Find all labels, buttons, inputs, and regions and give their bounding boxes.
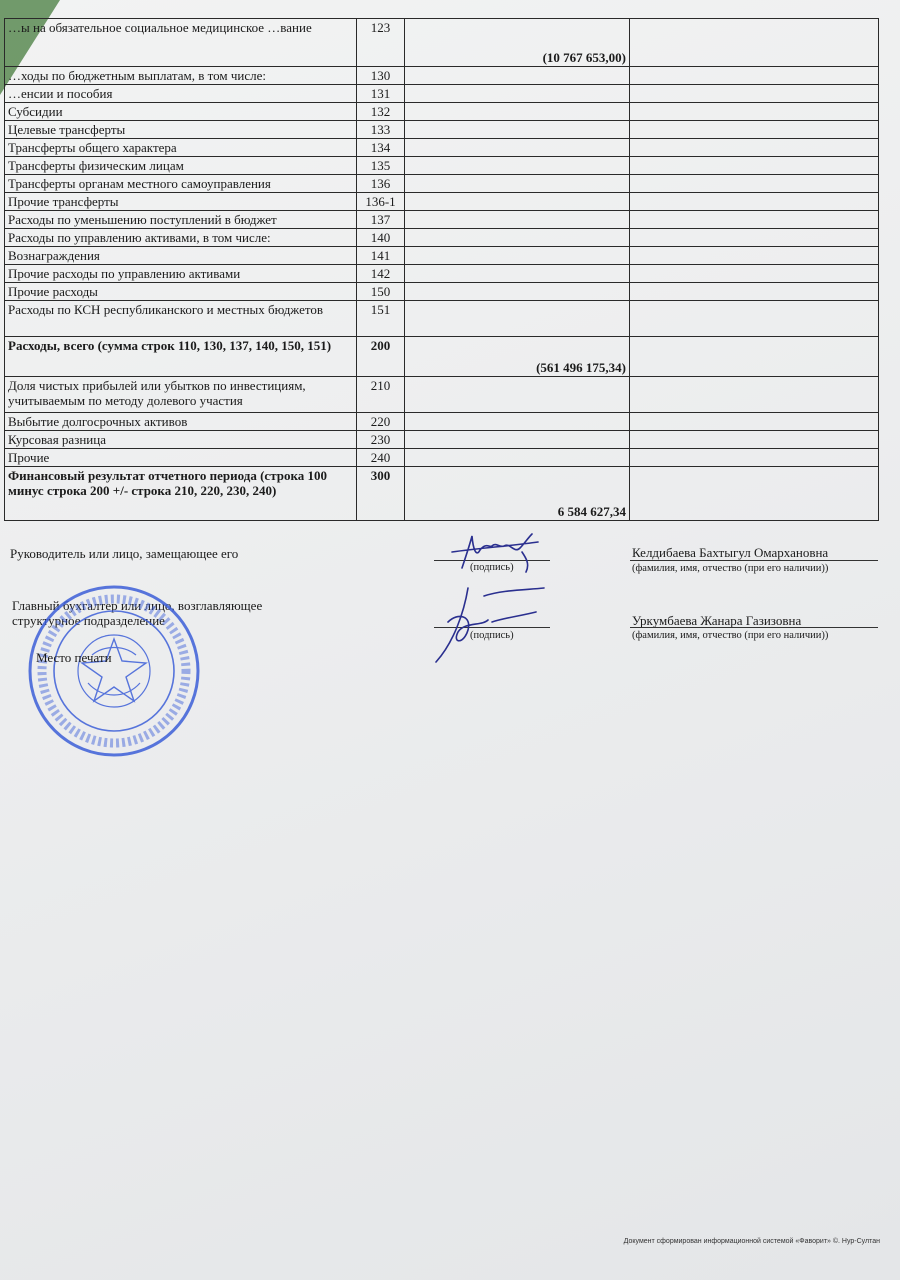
row-value-current (405, 449, 630, 467)
table-row (5, 377, 879, 413)
row-code: 210 (357, 377, 405, 413)
row-value-previous (630, 103, 879, 121)
stamp-place-label: Место печати (36, 650, 112, 665)
row-code: 150 (357, 283, 405, 301)
table-row (5, 449, 879, 467)
row-value-previous (630, 247, 879, 265)
row-code: 240 (357, 449, 405, 467)
row-value-current (405, 121, 630, 139)
row-value-current (405, 431, 630, 449)
table-row (5, 283, 879, 301)
row-value-previous (630, 229, 879, 247)
row-label: Целевые трансферты (5, 121, 357, 139)
row-label: Доля чистых прибылей или убытков по инвестициям, учитываемым по методу долевого участия (5, 377, 357, 413)
row-code: 200 (357, 337, 405, 377)
accountant-label-2: структурное подразделение (12, 613, 165, 628)
row-value-current (405, 265, 630, 283)
table-row (5, 413, 879, 431)
row-value-previous (630, 283, 879, 301)
report-table-body (5, 19, 879, 521)
row-label: Расходы, всего (сумма строк 110, 130, 137, 140, 150, 151) (5, 337, 357, 377)
row-code: 300 (357, 467, 405, 521)
row-label: …ы на обязательное социальное медицинское …вание (5, 19, 357, 67)
row-code: 130 (357, 67, 405, 85)
row-code: 133 (357, 121, 405, 139)
row-value-current (405, 85, 630, 103)
row-value-current (405, 67, 630, 85)
row-code: 141 (357, 247, 405, 265)
row-value-current: (561 496 175,34) (405, 337, 630, 377)
row-label: Прочие расходы (5, 283, 357, 301)
row-value-current (405, 283, 630, 301)
table-row (5, 467, 879, 521)
row-value-current (405, 139, 630, 157)
row-code: 230 (357, 431, 405, 449)
row-code: 142 (357, 265, 405, 283)
row-value-previous (630, 193, 879, 211)
accountant-sign-caption: (подпись) (470, 630, 514, 641)
row-code: 137 (357, 211, 405, 229)
row-code: 220 (357, 413, 405, 431)
head-label: Руководитель или лицо, замещающее его (10, 546, 239, 561)
table-row (5, 67, 879, 85)
row-value-current (405, 211, 630, 229)
row-value-previous (630, 337, 879, 377)
row-code: 151 (357, 301, 405, 337)
row-value-current (405, 193, 630, 211)
row-value-previous (630, 377, 879, 413)
head-name-line (630, 560, 878, 561)
row-code: 135 (357, 157, 405, 175)
row-label: Трансферты общего характера (5, 139, 357, 157)
head-signature-icon (440, 528, 550, 578)
row-value-previous (630, 211, 879, 229)
row-value-previous (630, 85, 879, 103)
row-label: Выбытие долгосрочных активов (5, 413, 357, 431)
row-label: Курсовая разница (5, 431, 357, 449)
head-name: Келдибаева Бахтыгул Омархановна (632, 545, 829, 560)
row-value-previous (630, 301, 879, 337)
head-sign-caption: (подпись) (470, 562, 514, 573)
row-value-current (405, 229, 630, 247)
row-value-current: (10 767 653,00) (405, 19, 630, 67)
row-value-current: 6 584 627,34 (405, 467, 630, 521)
table-row (5, 157, 879, 175)
row-value-previous (630, 157, 879, 175)
row-label: Финансовый результат отчетного периода (строка 100 минус строка 200 +/- строка 210, 220, 230, 240) (5, 467, 357, 521)
table-row (5, 431, 879, 449)
table-row (5, 265, 879, 283)
accountant-signature-icon (428, 582, 553, 667)
head-name-caption: (фамилия, имя, отчество (при его наличии)) (632, 563, 829, 574)
row-code: 136 (357, 175, 405, 193)
table-row (5, 85, 879, 103)
accountant-name-line (630, 627, 878, 628)
table-row (5, 211, 879, 229)
row-value-previous (630, 467, 879, 521)
row-value-previous (630, 265, 879, 283)
table-row (5, 247, 879, 265)
row-code: 131 (357, 85, 405, 103)
official-seal-icon (26, 583, 202, 759)
row-code: 140 (357, 229, 405, 247)
table-row (5, 139, 879, 157)
financial-report-table (4, 18, 879, 521)
accountant-label-1: Главный бухгалтер или лицо, возглавляющее (12, 598, 263, 613)
row-value-previous (630, 449, 879, 467)
row-value-current (405, 175, 630, 193)
row-label: Прочие трансферты (5, 193, 357, 211)
row-code: 136-1 (357, 193, 405, 211)
row-label: Прочие расходы по управлению активами (5, 265, 357, 283)
table-row (5, 193, 879, 211)
table-row (5, 103, 879, 121)
table-row (5, 121, 879, 139)
row-value-previous (630, 121, 879, 139)
row-value-current (405, 301, 630, 337)
row-code: 134 (357, 139, 405, 157)
row-label: …ходы по бюджетным выплатам, в том числе: (5, 67, 357, 85)
table-row (5, 175, 879, 193)
accountant-name: Уркумбаева Жанара Газизовна (632, 613, 802, 628)
row-value-current (405, 247, 630, 265)
system-footer: Документ сформирован информационной системой «Фаворит» ©. Нур-Султан (623, 1238, 880, 1245)
row-code: 132 (357, 103, 405, 121)
table-row (5, 301, 879, 337)
row-value-current (405, 377, 630, 413)
table-row (5, 19, 879, 67)
row-label: Трансферты физическим лицам (5, 157, 357, 175)
row-value-previous (630, 19, 879, 67)
row-label: Расходы по управлению активами, в том числе: (5, 229, 357, 247)
row-label: …енсии и пособия (5, 85, 357, 103)
row-value-previous (630, 139, 879, 157)
row-label: Прочие (5, 449, 357, 467)
row-value-previous (630, 67, 879, 85)
row-label: Расходы по уменьшению поступлений в бюджет (5, 211, 357, 229)
row-code: 123 (357, 19, 405, 67)
row-label: Вознаграждения (5, 247, 357, 265)
accountant-name-caption: (фамилия, имя, отчество (при его наличии)) (632, 630, 829, 641)
row-label: Трансферты органам местного самоуправления (5, 175, 357, 193)
row-value-previous (630, 175, 879, 193)
table-row (5, 229, 879, 247)
row-label: Субсидии (5, 103, 357, 121)
row-value-previous (630, 413, 879, 431)
row-value-previous (630, 431, 879, 449)
row-value-current (405, 413, 630, 431)
row-value-current (405, 103, 630, 121)
table-row (5, 337, 879, 377)
row-value-current (405, 157, 630, 175)
row-label: Расходы по КСН республиканского и местных бюджетов (5, 301, 357, 337)
